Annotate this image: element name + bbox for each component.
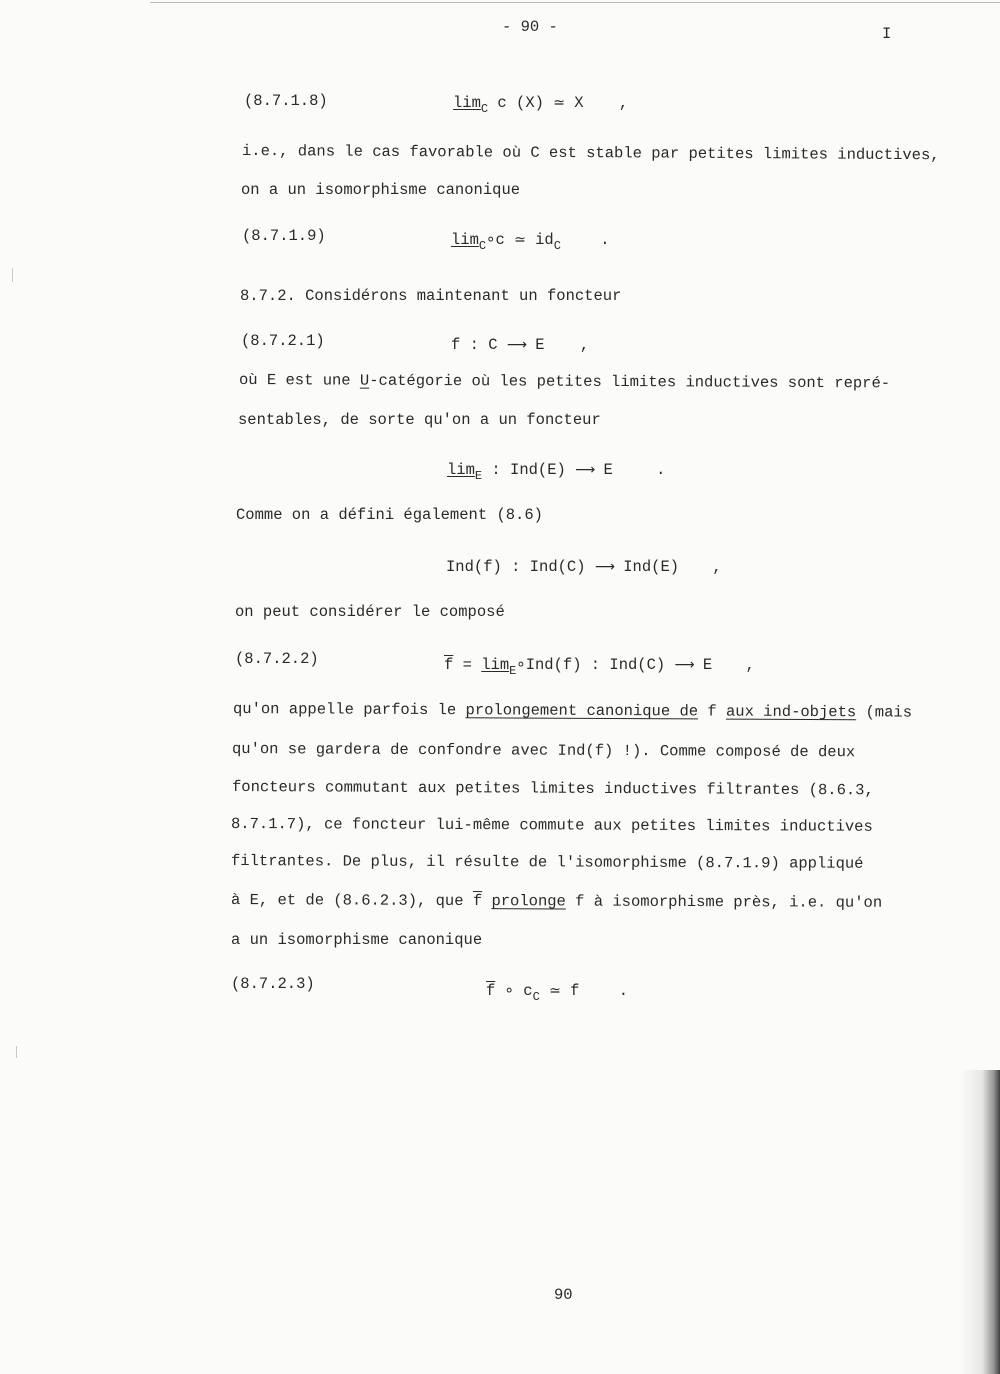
formula-text: : Ind(E) [491,461,566,479]
formula-text: ∘c [486,231,505,249]
arrow-symbol: ⟶ [575,462,595,478]
formula-rhs: E [702,656,713,674]
arrow-symbol: ⟶ [506,337,526,353]
text-fragment: à E, et de (8.6.2.3), que [230,891,473,911]
underlined-term: aux ind-objets [725,702,857,722]
iso-symbol: ≃ [549,983,561,999]
equation-label: (8.7.1.8) [244,92,328,110]
formula-8-7-2-2 [444,655,755,678]
arrow-symbol: ⟶ [674,657,694,673]
chapter-number: I [882,25,892,43]
section-number: 8.7.2. [240,287,296,305]
lim-subscript: C [480,102,489,116]
scan-mark [12,268,13,282]
text-line: sentables, de sorte qu'on a un foncteur [238,411,601,429]
equation-label: (8.7.2.2) [235,650,319,668]
text-fragment: où E est une [238,371,360,390]
formula-rhs: Ind(E) [623,558,680,576]
lim-subscript: C [478,239,487,253]
f-bar: $\overline{f}$ [444,656,454,674]
lim-operator: lim [481,656,510,674]
text-line: a un isomorphisme canonique [231,931,483,949]
formula-lim-E [447,461,665,483]
f-bar: $\overline{f}$ [472,892,483,911]
formula-punct: , [579,336,590,354]
formula-text: f : C [451,336,498,354]
formula-rhs: E [603,461,613,479]
formula-punct: , [712,558,722,576]
formula-rhs: E [535,336,545,354]
text-fragment: f à isomorphisme près, i.e. qu'on [565,892,883,912]
lim-subscript: E [474,469,483,483]
formula-punct: . [600,231,610,249]
lim-operator: lim [451,231,479,249]
equation-label: (8.7.2.1) [241,332,325,350]
iso-symbol: ≃ [553,95,565,111]
formula-text: ∘Ind(f) : Ind(C) [516,656,666,674]
underlined-term: U [359,371,370,390]
formula-rhs: X [574,94,584,112]
formula-punct: . [656,461,666,479]
scan-mark [16,1046,17,1058]
text-line: foncteurs commutant aux petites limites inductives filtrantes (8.6.3, [231,778,874,800]
rhs-subscript: C [553,239,561,253]
text-fragment: qu'on appelle parfois le [232,700,466,720]
text-line: i.e., dans le cas favorable où C est stable par petites limites inductives, [241,142,940,165]
formula-ind-f [446,558,722,576]
formula-text: ∘ c [504,982,533,1000]
lim-operator: lim [453,94,481,112]
underlined-term: prolongement canonique de [465,701,699,721]
formula-punct: . [618,982,629,1000]
section-heading [240,287,621,305]
formula-8-7-1-9 [451,230,610,253]
section-text: Considérons maintenant un foncteur [305,287,622,305]
formula-8-7-2-1 [451,336,589,354]
iso-symbol: ≃ [514,232,526,248]
text-line: Comme on a défini également (8.6) [236,506,543,524]
formula-rhs: id [535,231,554,249]
text-fragment: (mais [856,703,913,722]
arrow-symbol: ⟶ [594,559,614,575]
text-fragment: f [698,702,727,721]
lim-operator: lim [447,461,475,479]
formula-text: Ind(f) : Ind(C) [446,558,586,576]
lim-subscript: E [509,664,517,678]
text-line: filtrantes. De plus, il résulte de l'isomorphisme (8.7.1.9) appliqué [230,852,864,873]
formula-punct: , [745,656,755,674]
text-line [233,700,912,722]
equals-sign: = [462,656,472,674]
formula-text: c (X) [497,94,544,112]
text-line: on peut considérer le composé [235,603,505,621]
text-line: qu'on se gardera de confondre avec Ind(f) !). Comme composé de deux [231,740,856,762]
formula-rhs: f [570,982,580,1000]
scan-shadow-edge [960,1070,1000,1374]
text-line [239,371,890,392]
formula-punct: , [618,94,629,112]
c-subscript: C [532,990,540,1004]
formula-8-7-2-3 [486,981,628,1004]
text-line: 8.7.1.7), ce foncteur lui-même commute aux petites limites inductives [230,815,873,836]
page-number: 90 [554,1286,573,1304]
equation-label: (8.7.2.3) [231,975,315,993]
formula-8-7-1-8 [453,94,628,116]
text-line [231,891,882,912]
f-bar: $\overline{f}$ [486,982,496,1000]
top-edge-rule [150,2,1000,3]
equation-label: (8.7.1.9) [242,227,326,245]
text-fragment: -catégorie où les petites limites inductives sont repré- [369,371,891,393]
underlined-term: prolonge [491,892,566,911]
page-marker: - 90 - [502,18,558,36]
text-line: on a un isomorphisme canonique [241,181,521,199]
